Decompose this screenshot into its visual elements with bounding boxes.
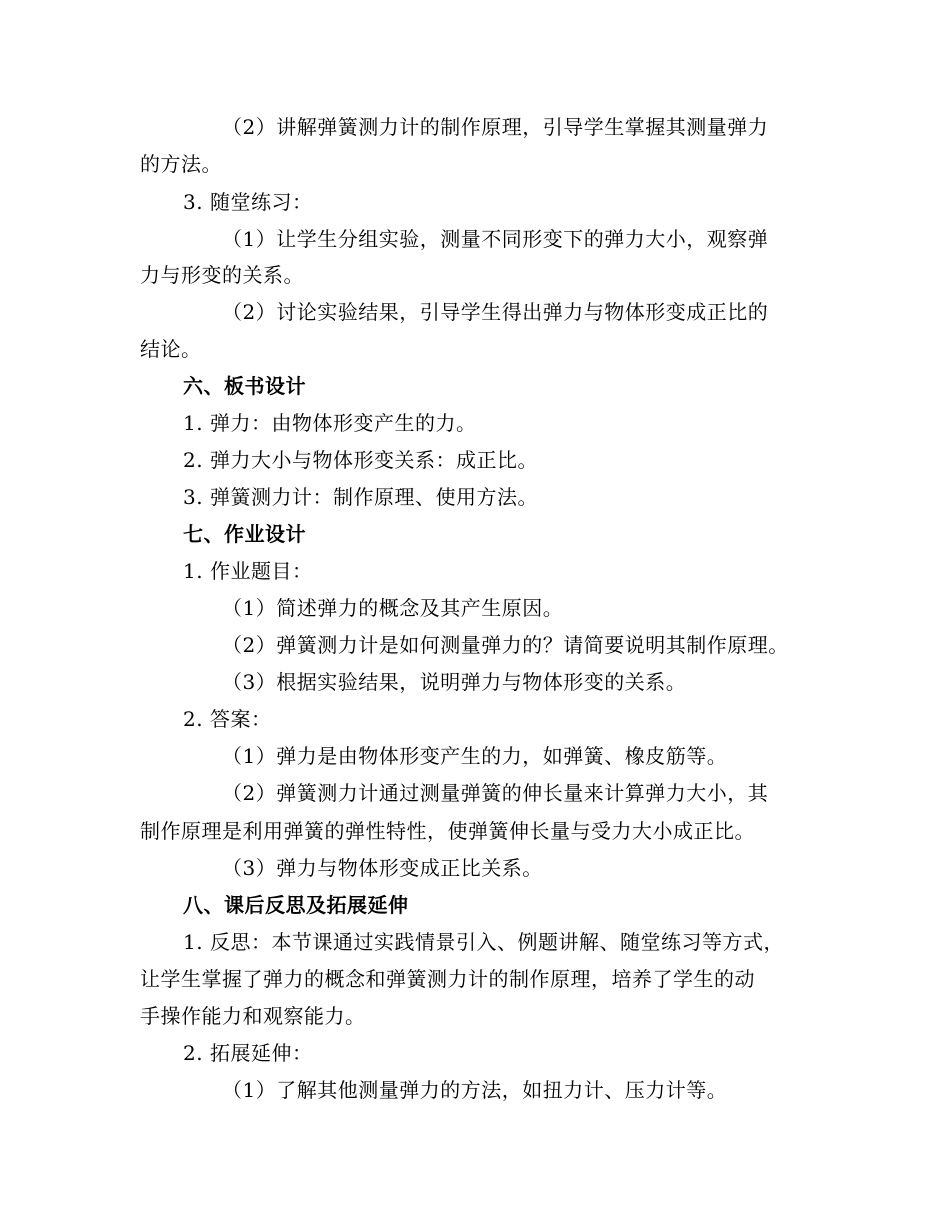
paragraph-line: 让学生掌握了弹力的概念和弹簧测力计的制作原理，培养了学生的动: [140, 967, 755, 991]
paragraph-line: （2）讲解弹簧测力计的制作原理，引导学生掌握其测量弹力: [222, 115, 769, 139]
list-item: 1. 反思：本节课通过实践情景引入、例题讲解、随堂练习等方式，: [183, 930, 784, 954]
list-item: 1. 弹力：由物体形变产生的力。: [183, 411, 477, 435]
sub-list-item: （1）了解其他测量弹力的方法，如扭力计、压力计等。: [222, 1078, 728, 1102]
list-item: 1. 作业题目：: [183, 559, 313, 583]
paragraph-line: 的方法。: [140, 152, 222, 176]
paragraph-line: 制作原理是利用弹簧的弹性特性，使弹簧伸长量与受力大小成正比。: [140, 819, 755, 843]
list-item: 2. 拓展延伸：: [183, 1041, 313, 1065]
section-heading: 六、板书设计: [183, 374, 306, 398]
sub-list-item: （2）弹簧测力计通过测量弹簧的伸长量来计算弹力大小，其: [222, 781, 769, 805]
list-item: 3. 随堂练习：: [183, 190, 313, 214]
section-heading: 七、作业设计: [183, 522, 306, 546]
paragraph-line: 手操作能力和观察能力。: [140, 1004, 366, 1028]
paragraph-line: （2）讨论实验结果，引导学生得出弹力与物体形变成正比的: [222, 300, 769, 324]
list-item: 2. 答案：: [183, 707, 272, 731]
section-heading: 八、课后反思及拓展延伸: [183, 893, 409, 917]
list-item: 3. 弹簧测力计：制作原理、使用方法。: [183, 485, 538, 509]
sub-list-item: （1）弹力是由物体形变产生的力，如弹簧、橡皮筋等。: [222, 744, 728, 768]
paragraph-line: 力与形变的关系。: [140, 263, 304, 287]
paragraph-line: （1）让学生分组实验，测量不同形变下的弹力大小，观察弹: [222, 227, 769, 251]
sub-list-item: （3）弹力与物体形变成正比关系。: [222, 856, 543, 880]
sub-list-item: （2）弹簧测力计是如何测量弹力的？请简要说明其制作原理。: [222, 633, 789, 657]
sub-list-item: （3）根据实验结果，说明弹力与物体形变的关系。: [222, 670, 687, 694]
list-item: 2. 弹力大小与物体形变关系：成正比。: [183, 448, 538, 472]
paragraph-line: 结论。: [140, 337, 202, 361]
sub-list-item: （1）简述弹力的概念及其产生原因。: [222, 596, 564, 620]
